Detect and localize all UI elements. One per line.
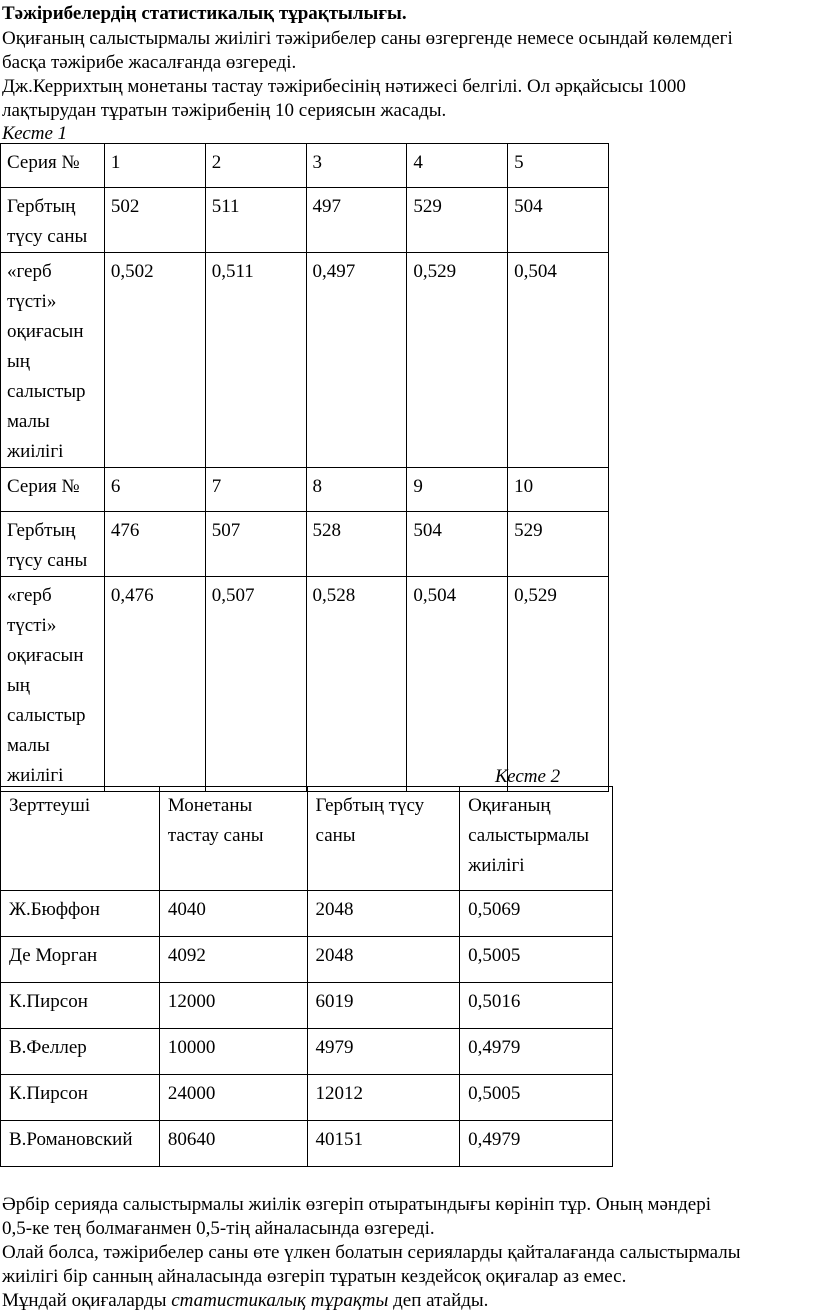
label-line: малы xyxy=(7,735,50,756)
column-header xyxy=(308,787,460,851)
label-line: түсу саны xyxy=(7,226,88,247)
freq-label xyxy=(1,577,104,791)
intro-line-3: Дж.Керрихтың монетаны тастау тәжірибесінің нәтижесі белгілі. Ол әрқайсысы 1000 xyxy=(2,76,686,97)
heads-label xyxy=(1,512,104,576)
label-line: Гербтың xyxy=(7,196,76,217)
label-line: жиілігі xyxy=(7,441,64,462)
header-line: Оқиғаның xyxy=(468,795,551,816)
header-line: Гербтың түсу xyxy=(315,795,425,816)
table-row xyxy=(1,1029,613,1075)
column-header xyxy=(160,787,307,851)
label-line: ың xyxy=(7,351,30,372)
table-cell: 0,528 xyxy=(312,585,356,606)
table-row xyxy=(1,253,609,468)
outro-line-4: жиілігі бір санның айналасында өзгеріп тұратын кездейсоқ оқиғалар аз емес. xyxy=(2,1266,627,1287)
outro-line-3: Олай болса, тәжірибелер саны өте үлкен болатын серияларды қайталағанда салыстырмалы xyxy=(2,1242,741,1263)
intro-line-4: лақтырудан тұратын тәжірибенің 10 сериясын жасады. xyxy=(2,100,447,121)
label-line: түсу саны xyxy=(7,550,88,571)
series-label: Серия № xyxy=(7,152,80,173)
series-label: Серия № xyxy=(7,476,80,497)
table1-caption: Кесте 1 xyxy=(2,123,68,144)
table-cell: 4092 xyxy=(167,945,206,966)
final-sentence xyxy=(2,1289,488,1313)
header-line: саны xyxy=(315,825,356,846)
table-cell: 80640 xyxy=(167,1129,216,1150)
table-cell: 0,502 xyxy=(110,261,154,282)
series-table xyxy=(0,143,609,792)
table-cell: 4979 xyxy=(315,1037,354,1058)
label-line: салыстыр xyxy=(7,705,86,726)
intro-line-1: Оқиғаның салыстырмалы жиілігі тәжірибелер саны өзгергенде немесе осындай көлемдегі xyxy=(2,28,733,49)
label-line: «герб xyxy=(7,585,52,606)
label-line: салыстыр xyxy=(7,381,86,402)
table-row xyxy=(1,512,609,577)
table-cell: 497 xyxy=(312,196,342,217)
table-row xyxy=(1,144,609,188)
label-line: жиілігі xyxy=(7,765,64,786)
table-cell: 4 xyxy=(413,152,423,173)
table-cell: 0,511 xyxy=(211,261,254,282)
table-cell: 2 xyxy=(211,152,222,173)
table-cell: 1 xyxy=(110,152,121,173)
table-cell: 8 xyxy=(312,476,323,497)
table-header-row xyxy=(1,787,613,891)
table-row xyxy=(1,188,609,253)
table-cell: 12000 xyxy=(167,991,216,1012)
table-cell: 0,497 xyxy=(312,261,356,282)
table-row xyxy=(1,577,609,792)
table-cell: 528 xyxy=(312,520,342,541)
table-row xyxy=(1,468,609,512)
table-cell: 476 xyxy=(110,520,140,541)
label-line: түсті» xyxy=(7,615,57,636)
table-cell: 529 xyxy=(413,196,442,217)
table-cell: 0,529 xyxy=(514,585,557,606)
table-cell: 511 xyxy=(211,196,240,217)
label-line: түсті» xyxy=(7,291,57,312)
researchers-table xyxy=(0,786,613,1167)
table-cell: 10 xyxy=(514,476,534,497)
label-line: «герб xyxy=(7,261,52,282)
table-cell: 0,5016 xyxy=(468,991,521,1012)
table-cell: 0,4979 xyxy=(468,1129,521,1150)
label-line: оқиғасын xyxy=(7,321,84,342)
table-cell: 0,504 xyxy=(413,585,457,606)
table-cell: 0,5005 xyxy=(468,1083,521,1104)
table-cell: 504 xyxy=(514,196,543,217)
intro-line-2: басқа тәжірибе жасалғанда өзгереді. xyxy=(2,52,297,73)
table-cell: К.Пирсон xyxy=(9,991,88,1012)
table-cell: 3 xyxy=(312,152,323,173)
outro-line-1: Әрбір серияда салыстырмалы жиілік өзгеріп отыратындығы көрініп тұр. Оның мәндері xyxy=(2,1194,711,1215)
label-line: Гербтың xyxy=(7,520,76,541)
table-cell: 502 xyxy=(110,196,140,217)
final-after: деп атайды. xyxy=(388,1290,489,1311)
table-cell: 0,4979 xyxy=(468,1037,521,1058)
column-header xyxy=(1,787,159,821)
table-cell: 4040 xyxy=(167,899,206,920)
table-cell: В.Феллер xyxy=(9,1037,87,1058)
heading: Тәжірибелердің статистикалық тұрақтылығы. xyxy=(2,3,407,24)
column-header xyxy=(460,787,612,881)
table-cell: 5 xyxy=(514,152,524,173)
label-line: ың xyxy=(7,675,30,696)
label-line: оқиғасын xyxy=(7,645,84,666)
table-cell: В.Романовский xyxy=(9,1129,133,1150)
table-cell: 7 xyxy=(211,476,222,497)
final-before: Мұндай оқиғаларды xyxy=(2,1290,172,1311)
table-cell: 2048 xyxy=(315,899,354,920)
key-term: статистикалық тұрақты xyxy=(171,1290,389,1311)
table-row xyxy=(1,1121,613,1167)
table-cell: Де Морган xyxy=(9,945,98,966)
label-line: малы xyxy=(7,411,50,432)
header-line: жиілігі xyxy=(468,855,525,876)
table-row xyxy=(1,1075,613,1121)
table-row xyxy=(1,891,613,937)
table-cell: 504 xyxy=(413,520,442,541)
header-line: Монетаны xyxy=(167,795,253,816)
table-cell: 0,5069 xyxy=(468,899,521,920)
table-cell: 0,504 xyxy=(514,261,557,282)
table-cell: 2048 xyxy=(315,945,354,966)
table-cell: 0,476 xyxy=(110,585,154,606)
table-cell: Ж.Бюффон xyxy=(9,899,100,920)
table-cell: 6019 xyxy=(315,991,354,1012)
table-cell: 507 xyxy=(211,520,241,541)
heads-label xyxy=(1,188,104,252)
table-cell: 9 xyxy=(413,476,423,497)
table-cell: 529 xyxy=(514,520,543,541)
table-cell: 40151 xyxy=(315,1129,364,1150)
table-row xyxy=(1,937,613,983)
table-cell: 6 xyxy=(110,476,121,497)
header-line: салыстырмалы xyxy=(468,825,590,846)
table-cell: 24000 xyxy=(167,1083,216,1104)
table-cell: 0,5005 xyxy=(468,945,521,966)
header-line: Зерттеуші xyxy=(9,795,91,816)
table-cell: 10000 xyxy=(167,1037,216,1058)
table-cell: 0,529 xyxy=(413,261,457,282)
table-cell: 12012 xyxy=(315,1083,364,1104)
table2-caption: Кесте 2 xyxy=(495,766,561,787)
table-row xyxy=(1,983,613,1029)
table-cell: К.Пирсон xyxy=(9,1083,88,1104)
outro-line-2: 0,5-ке тең болмағанмен 0,5-тің айналасында өзгереді. xyxy=(2,1218,435,1239)
freq-label xyxy=(1,253,104,467)
header-line: тастау саны xyxy=(167,825,264,846)
table-cell: 0,507 xyxy=(211,585,255,606)
